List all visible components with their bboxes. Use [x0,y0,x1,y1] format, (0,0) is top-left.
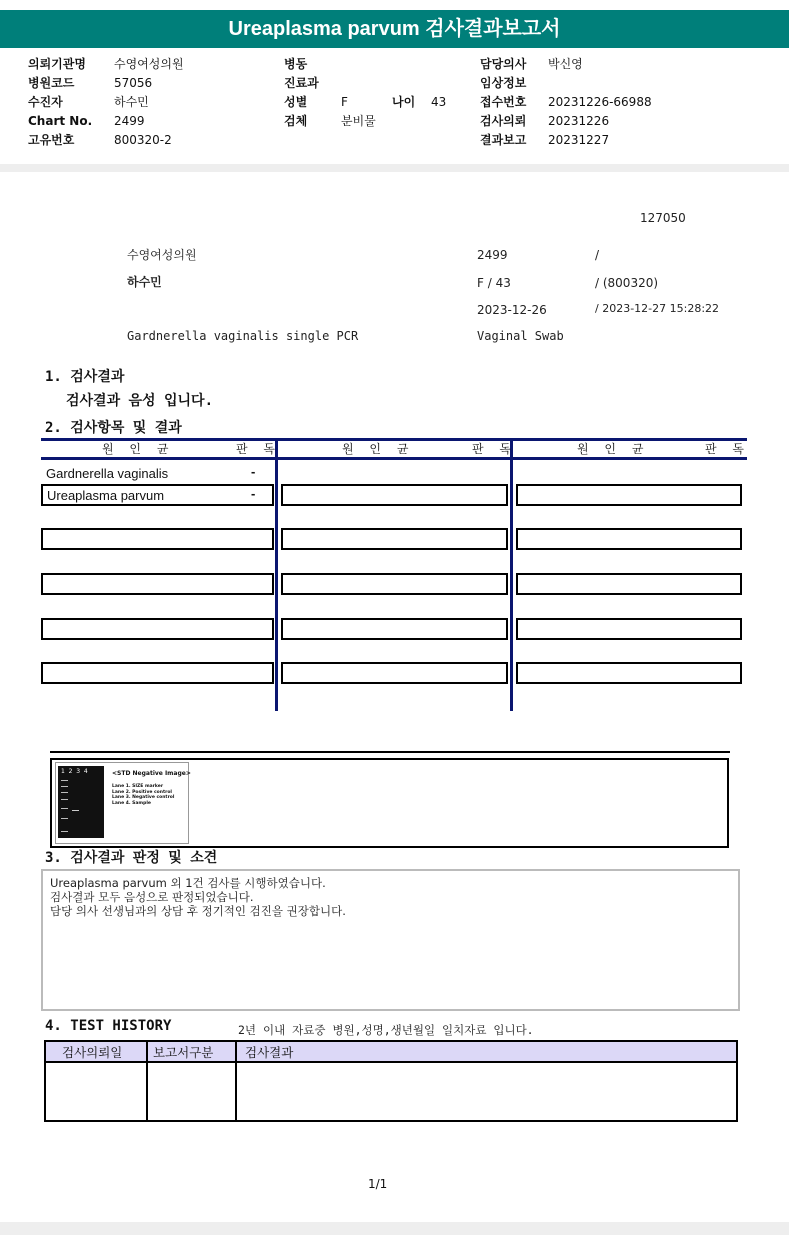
history-header-line [46,1061,736,1063]
header-label: 담당의사 [480,57,527,71]
page-number: 1/1 [368,1177,388,1191]
section1-heading: 1. 검사결과 [45,369,125,385]
header-label: Chart No. [28,114,93,128]
history-column-header: 검사의뢰일 [62,1045,123,1060]
info-patient: 하수민 [127,275,162,289]
remark-text [50,876,346,918]
result-cell [281,662,508,684]
header-label: 병동 [284,57,308,71]
header-value: 하수민 [114,95,149,109]
result-cell [516,573,742,595]
column-header-result: 판 독 [472,442,517,456]
header-label: 임상정보 [480,76,527,90]
header-value: 20231226 [548,114,610,128]
result-cell [281,573,508,595]
info-slash: / [595,248,600,262]
gel-legend [112,784,174,806]
column-header-result: 판 독 [236,442,281,456]
result-cell [41,618,274,640]
marker-band [61,786,68,787]
info-chart: 2499 [477,248,508,262]
result-cell [516,528,742,550]
header-middle [284,55,474,131]
header-right [480,55,760,150]
result-cell [281,528,508,550]
section2-heading: 2. 검사항목 및 결과 [45,420,182,436]
table-header-line [41,457,747,460]
header-value: 800320-2 [114,133,172,147]
header-value: 20231227 [548,133,610,147]
history-column-divider [235,1042,237,1120]
column-header-pathogen: 원 인 균 [102,442,175,456]
header-label: 의뢰기관명 [28,57,86,71]
history-note: 2년 이내 자료중 병원,성명,생년월일 일치자료 입니다. [238,1023,534,1037]
gel-legend-item: Lane 2. Positive control [112,789,172,795]
header-label: 성별 [284,95,308,109]
column-header-result: 판 독 [705,442,750,456]
gel-caption: <STD Negative Image> [112,770,191,777]
result-cell [516,662,742,684]
gel-top-rule [50,751,730,753]
result-cell [281,484,508,506]
info-birth: / (800320) [595,276,659,290]
result-cell [281,618,508,640]
result-cell [41,573,274,595]
history-header-row [46,1042,736,1061]
info-request-date: 2023-12-26 [477,303,547,317]
remark-line: 담당 의사 선생님과의 상담 후 정기적인 검진을 권장합니다. [50,904,346,918]
marker-band [61,780,68,781]
header-label: 고유번호 [28,133,75,147]
column-header-pathogen: 원 인 균 [342,442,415,456]
marker-band [61,792,68,793]
header-value: 분비물 [341,114,376,128]
history-column-divider [146,1042,148,1120]
pathogen-result: - [251,464,256,479]
header-divider [0,164,789,172]
marker-band [61,808,68,809]
result-cell [41,662,274,684]
page-bottom-band [0,1222,789,1235]
marker-band [61,831,68,832]
history-column-header: 검사결과 [245,1045,294,1060]
header-value: 2499 [114,114,145,128]
column-divider [510,438,513,711]
header-left [28,55,278,150]
header-label: 병원코드 [28,76,75,90]
result-cell [516,484,742,506]
marker-band [61,799,68,800]
section4-heading: 4. TEST HISTORY [45,1018,172,1034]
header-label: 접수번호 [480,95,527,109]
gel-electrophoresis-image [58,766,104,838]
report-title: Ureaplasma parvum 검사결과보고서 [0,10,789,48]
remark-line: Ureaplasma parvum 외 1건 검사를 시행하였습니다. [50,876,326,890]
section3-heading: 3. 검사결과 판정 및 소견 [45,850,218,866]
info-specimen: Vaginal Swab [477,329,564,343]
header-label: 진료과 [284,76,319,90]
column-header-pathogen: 원 인 균 [577,442,650,456]
pathogen-name: Gardnerella vaginalis [46,466,169,481]
info-test-name: Gardnerella vaginalis single PCR [127,329,359,343]
info-report-datetime: / 2023-12-27 15:28:22 [595,302,720,315]
header-value: 수영여성의원 [114,57,184,71]
report-code: 127050 [640,211,686,225]
age-value: 43 [431,95,447,109]
header-label: 수진자 [28,95,63,109]
gel-legend-item: Lane 1. SIZE marker [112,784,164,789]
pathogen-result: - [251,486,256,501]
positive-control-band [72,810,79,811]
gel-lane-numbers: 1 2 3 4 [61,768,88,775]
gel-legend-item: Lane 3. Negative control [112,795,175,800]
header-label: 결과보고 [480,133,527,147]
header-label: 검체 [284,114,308,128]
marker-band [61,818,68,819]
age-label: 나이 [392,95,416,109]
header-value: 57056 [114,76,153,90]
column-divider [275,438,278,711]
result-cell [516,618,742,640]
history-column-header: 보고서구분 [153,1045,214,1060]
remark-line: 검사결과 모두 음성으로 판정되었습니다. [50,890,254,904]
header-value: F [341,95,348,109]
header-value: 20231226-66988 [548,95,652,109]
header-value: 박신영 [548,57,583,71]
pathogen-name: Ureaplasma parvum [47,488,165,503]
section1-result-text: 검사결과 음성 입니다. [66,393,214,409]
result-cell [41,528,274,550]
header-label: 검사의뢰 [480,114,527,128]
info-sex-age: F / 43 [477,276,511,290]
gel-legend-item: Lane 4. Sample [112,800,151,806]
info-clinic: 수영여성의원 [127,248,197,262]
